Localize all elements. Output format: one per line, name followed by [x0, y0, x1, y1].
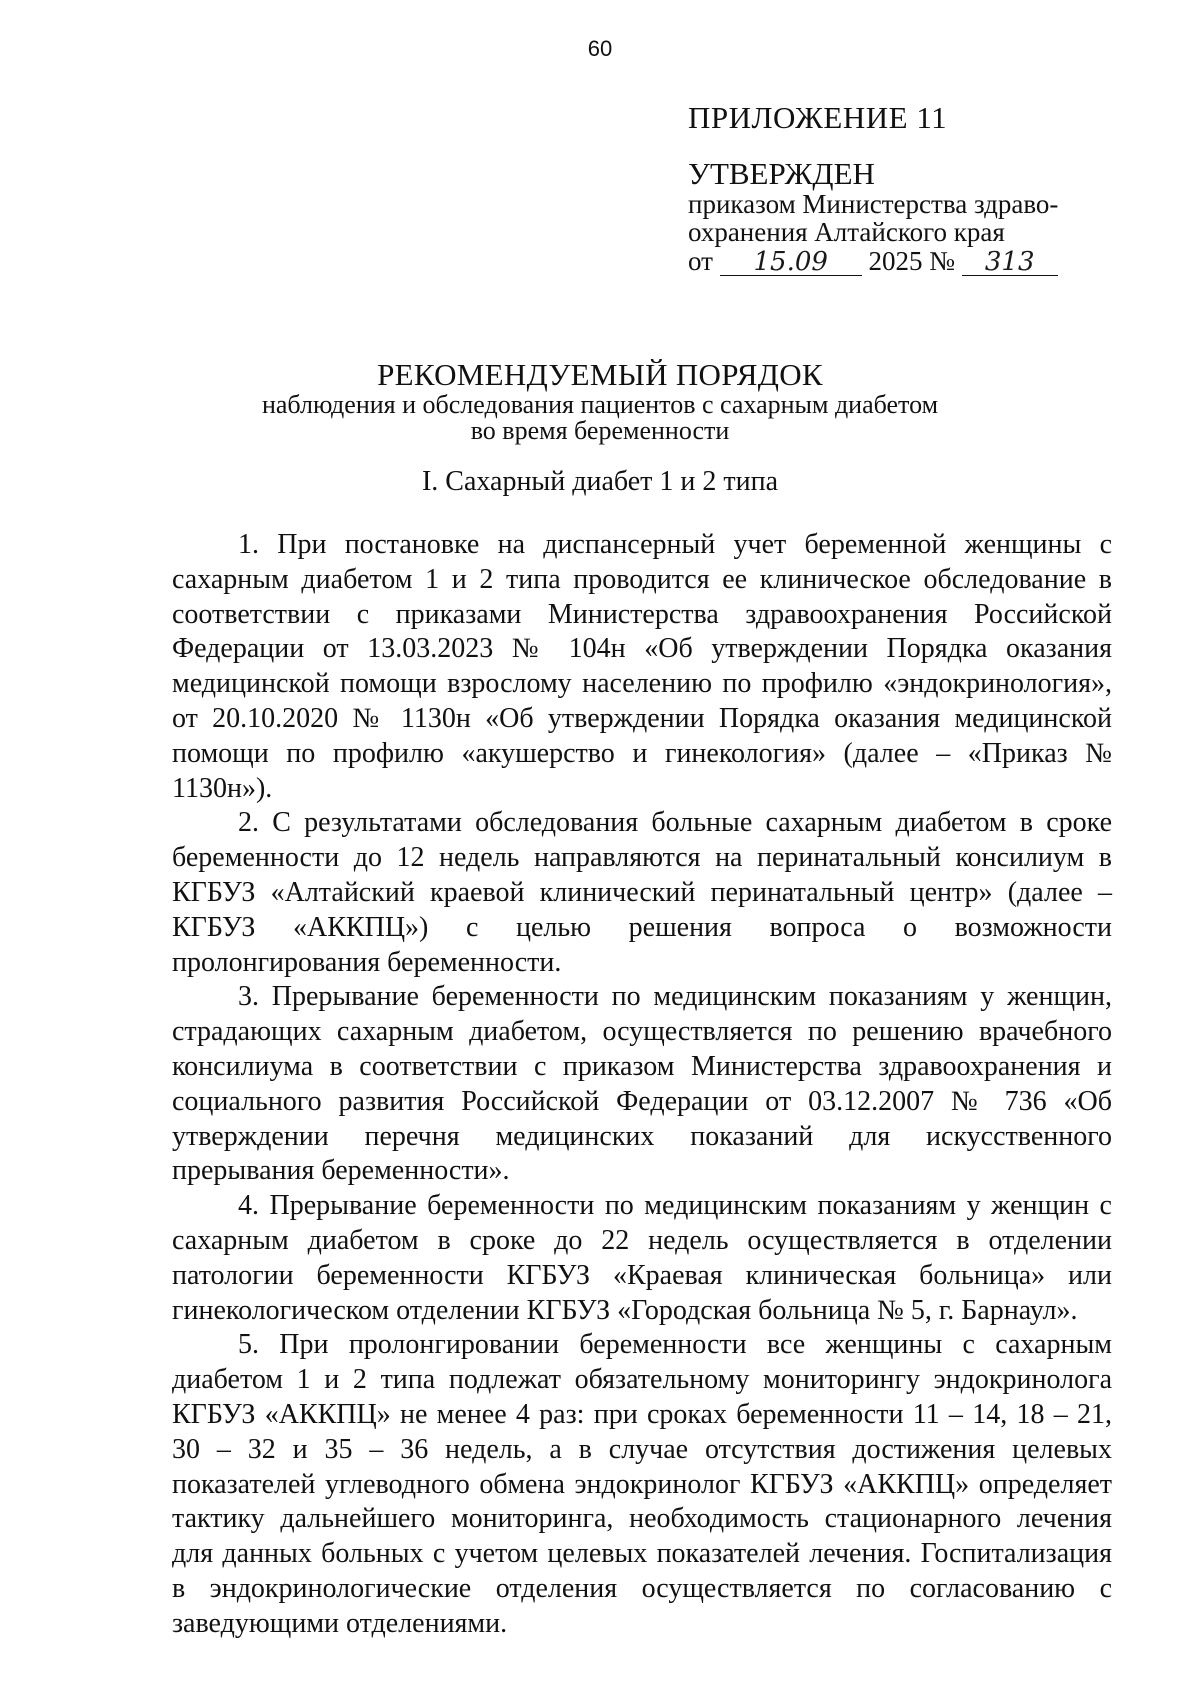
document-header	[140, 358, 1060, 444]
paragraph-4: 4. Прерывание беременности по медицинским показаниям у женщин с сахарным диабетом в сроке до 22 недель осуществляется в отделении патологии беременности КГБУЗ «Краевая клиническая больница» или гинекологическом отделении КГБУЗ «Городская больница № 5, г. Барнаул».	[172, 1190, 1112, 1326]
handwritten-date: 15.09	[720, 249, 862, 276]
approval-date-line	[688, 246, 1108, 276]
page-number: 60	[587, 36, 613, 61]
year-label: 2025 №	[868, 246, 955, 276]
date-prefix: от	[688, 246, 713, 276]
document-body	[172, 528, 1112, 1642]
approved-label: УТВЕРЖДЕН	[688, 156, 875, 191]
section-title: I. Сахарный диабет 1 и 2 типа	[421, 466, 779, 497]
document-title: РЕКОМЕНДУЕМЫЙ ПОРЯДОК	[377, 357, 823, 392]
document-subtitle-line-1: наблюдения и обследования пациентов с сахарным диабетом	[261, 390, 939, 419]
approval-order-line-2: охранения Алтайского края	[688, 217, 1005, 247]
paragraph-5: 5. При пролонгировании беременности все женщины с сахарным диабетом 1 и 2 типа подлежат обязательному мониторингу эндокринолога КГБУЗ «АККПЦ» не менее 4 раз: при сроках беременности 11 – 14, 18 – 21, 30 – 32 и 35 – 36 недель, а в случае отсутствия достижения целевых показателей углеводного обмена эндокринолог КГБУЗ «АККПЦ» определяет тактику дальнейшего мониторинга, необходимость стационарного лечения для данных больных с учетом целевых показателей лечения. Госпитализация в эндокринологические отделения осуществляется по согласованию с заведующими отделениями.	[172, 1329, 1112, 1639]
approval-order-line-1: приказом Министерства здраво-	[688, 189, 1059, 219]
approval-block	[688, 100, 1108, 276]
document-subtitle-line-2: во время беременности	[470, 416, 730, 445]
paragraph-3: 3. Прерывание беременности по медицинским показаниям у женщин, страдающих сахарным диабетом, осуществляется по решению врачебного консилиума в соответствии с приказом Министерства здравоохранения и социального развития Российской Федерации от 03.12.2007 № 736 «Об утверждении перечня медицинских показаний для искусственного прерывания беременности».	[172, 981, 1112, 1187]
paragraph-1: 1. При постановке на диспансерный учет беременной женщины с сахарным диабетом 1 и 2 типа проводится ее клиническое обследование в соответствии с приказами Министерства здравоохранения Российской Федерации от 13.03.2023 № 104н «Об утверждении Порядка оказания медицинской помощи взрослому населению по профилю «эндокринология», от 20.10.2020 № 1130н «Об утверждении Порядка оказания медицинской помощи по профилю «акушерство и гинекология» (далее – «Приказ № 1130н»).	[172, 529, 1112, 804]
appendix-title: ПРИЛОЖЕНИЕ 11	[688, 100, 948, 135]
handwritten-order-number: 313	[962, 249, 1058, 276]
paragraph-2: 2. С результатами обследования больные сахарным диабетом в сроке беременности до 12 недель направляются на перинатальный консилиум в КГБУЗ «Алтайский краевой клинический перинатальный центр» (далее – КГБУЗ «АККПЦ») с целью решения вопроса о возможности пролонгирования беременности.	[172, 807, 1112, 978]
